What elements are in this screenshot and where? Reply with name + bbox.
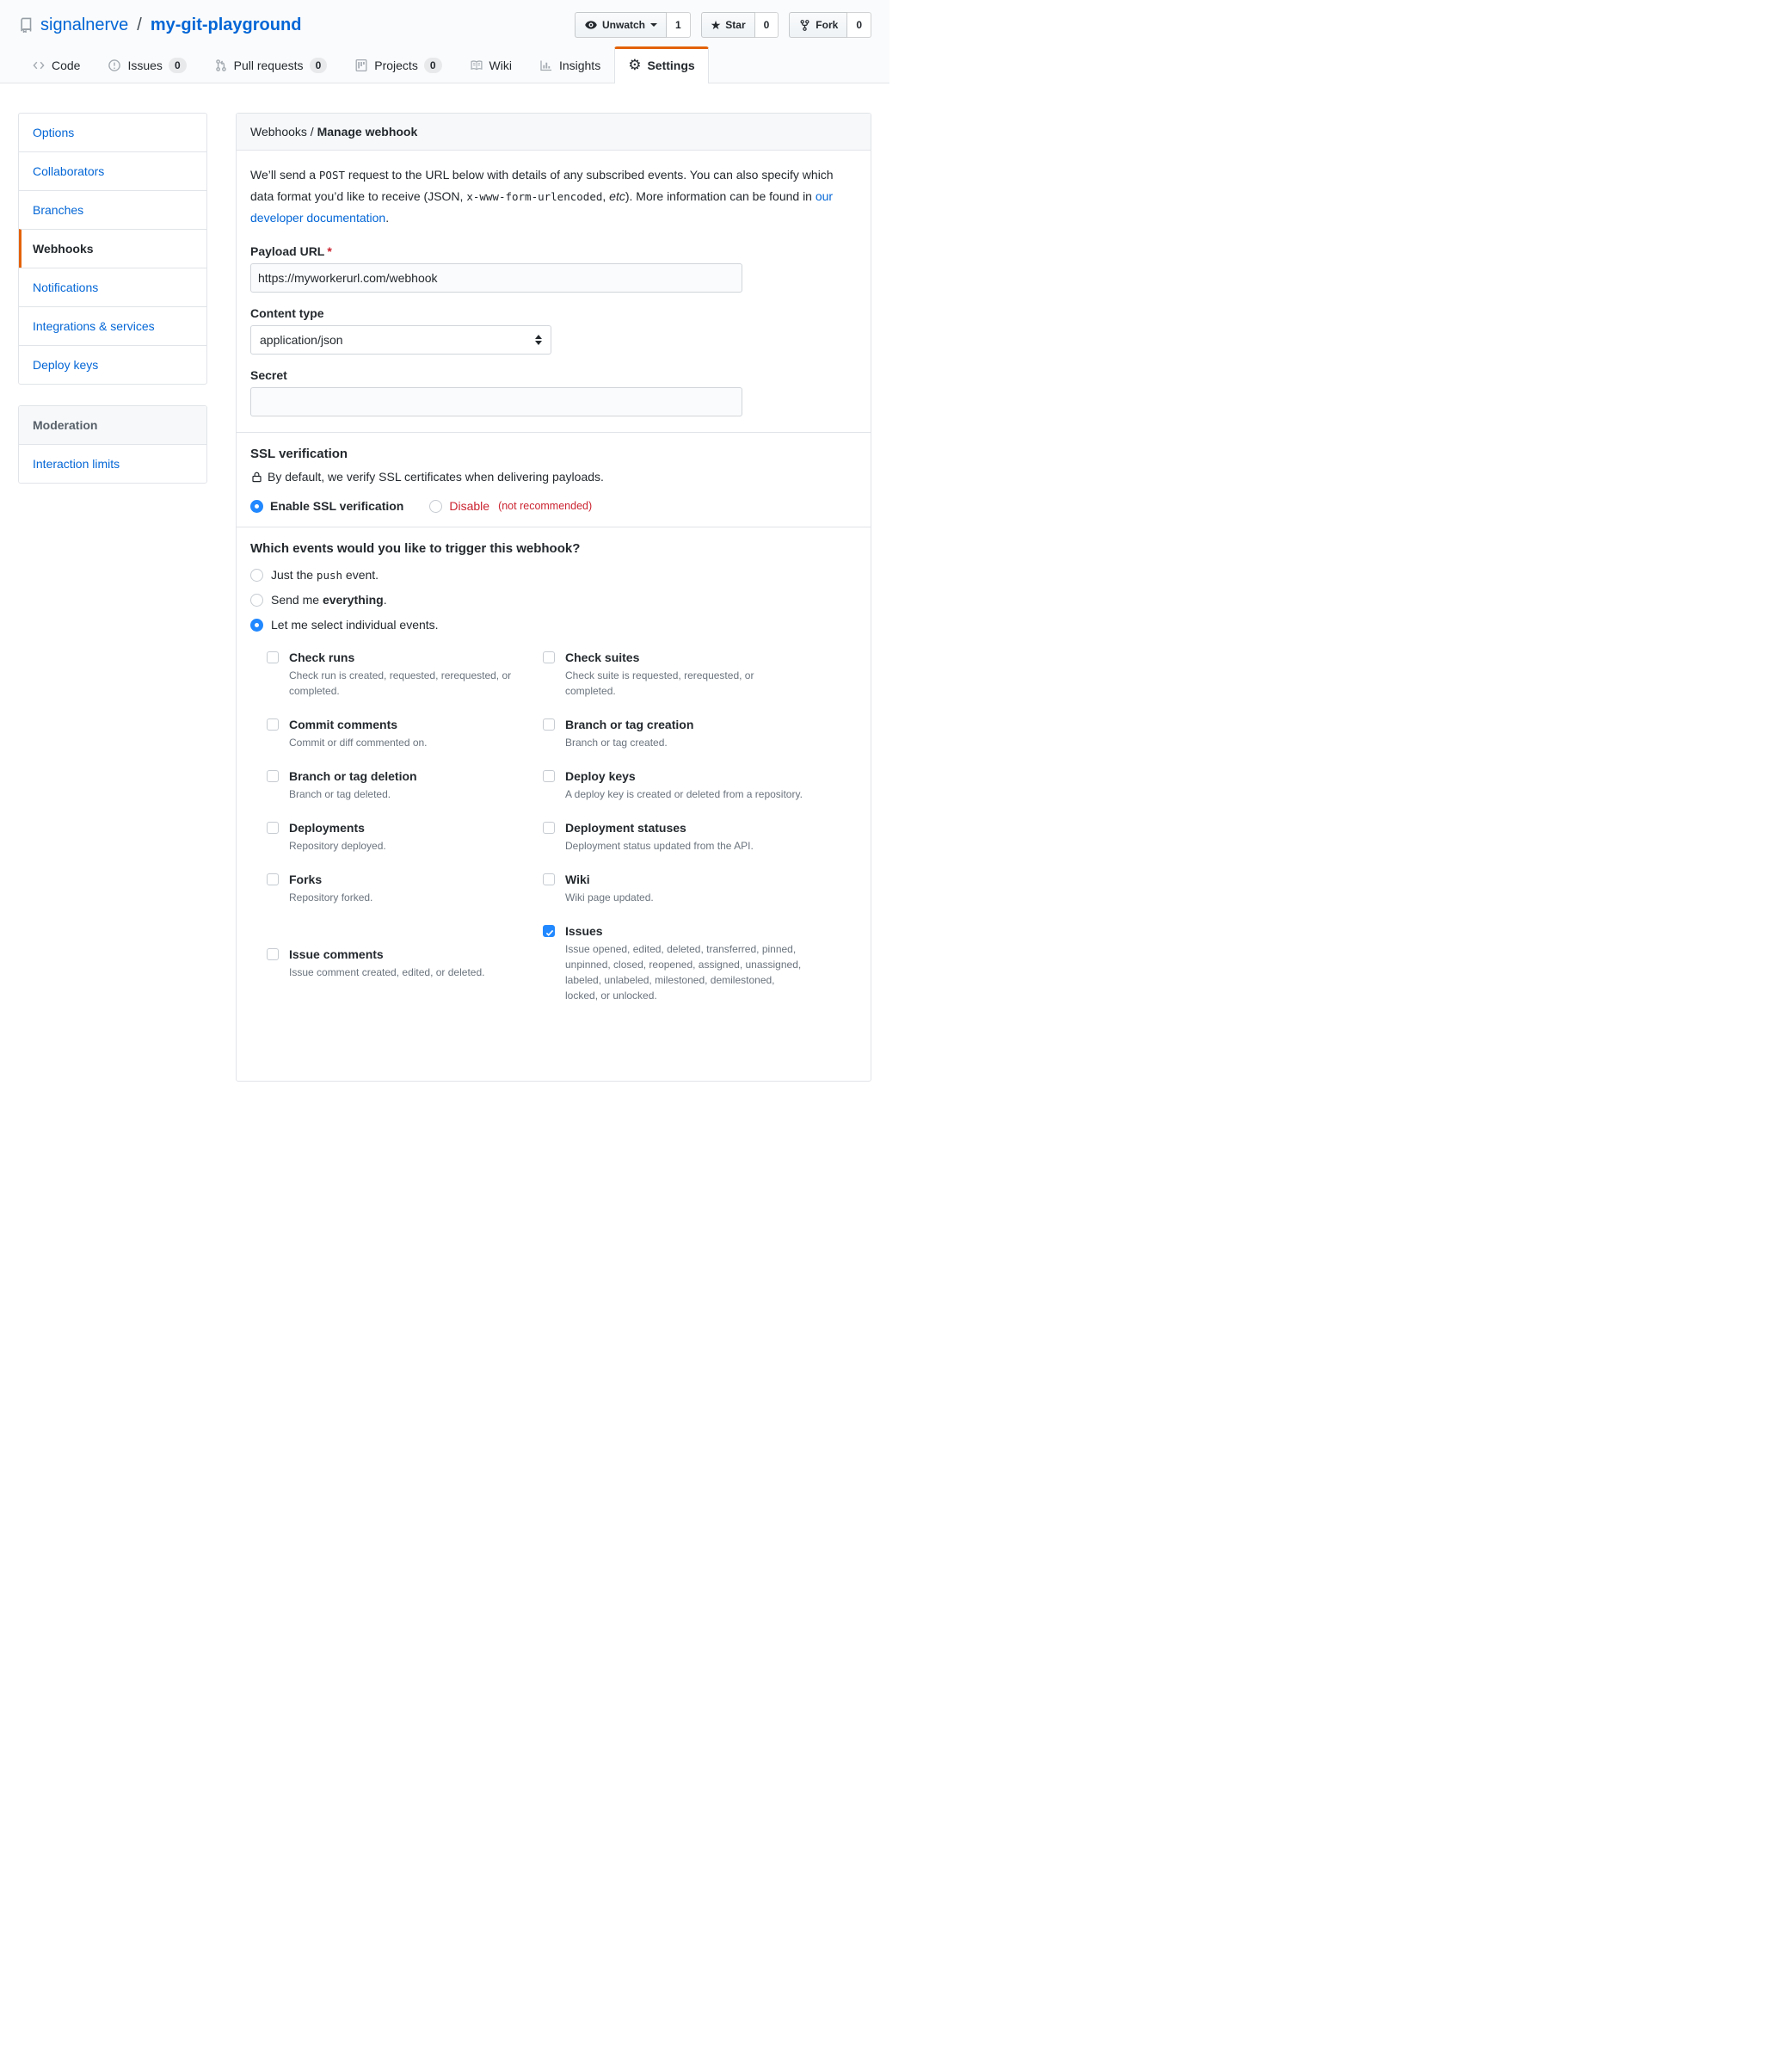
checkbox-icon[interactable] <box>543 873 555 885</box>
event-description: Branch or tag created. <box>565 737 668 749</box>
issues-count-badge: 0 <box>169 58 187 73</box>
just-push-radio[interactable] <box>250 568 857 582</box>
urlencoded-code: x-www-form-urlencoded <box>466 190 603 203</box>
event-description: Deployment status updated from the API. <box>565 840 754 852</box>
settings-menu <box>18 113 207 385</box>
disable-ssl-radio[interactable] <box>429 499 592 513</box>
tab-projects[interactable] <box>341 46 455 83</box>
radio-unselected-icon[interactable] <box>429 500 442 513</box>
label-part: event. <box>342 568 379 582</box>
moderation-heading: Moderation <box>19 406 206 445</box>
content-type-select[interactable] <box>250 325 551 355</box>
radio-selected-icon[interactable] <box>250 500 263 513</box>
moderation-menu <box>18 405 207 484</box>
content-type-field <box>250 306 857 355</box>
event-title: Issues <box>565 924 603 938</box>
events-section <box>237 527 871 1081</box>
projects-count-badge: 0 <box>424 58 442 73</box>
event-title: Deploy keys <box>565 769 636 783</box>
breadcrumb-current: Manage webhook <box>317 125 418 139</box>
star-icon: ★ <box>710 18 722 32</box>
secret-input[interactable] <box>250 387 742 416</box>
checkbox-icon[interactable] <box>543 651 555 663</box>
payload-url-field <box>250 244 857 293</box>
label-part: Send me <box>271 593 323 607</box>
just-push-label <box>271 568 379 582</box>
payload-url-label <box>250 244 857 258</box>
post-code: POST <box>318 169 346 182</box>
manage-webhook-card <box>236 113 871 1082</box>
event-description: Wiki page updated. <box>565 891 654 903</box>
fork-count[interactable]: 0 <box>847 12 871 38</box>
sidebar-item-integrations[interactable]: Integrations & services <box>19 306 206 345</box>
event-title: Issue comments <box>289 947 384 961</box>
checkbox-icon[interactable] <box>543 770 555 782</box>
event-description: Commit or diff commented on. <box>289 737 428 749</box>
checkbox-icon[interactable] <box>267 718 279 731</box>
event-description: Repository forked. <box>289 891 373 903</box>
tab-projects-label: Projects <box>374 59 418 72</box>
breadcrumb-separator: / <box>306 125 317 139</box>
tab-settings[interactable] <box>614 46 708 83</box>
event-description: A deploy key is created or deleted from a repository. <box>565 788 803 800</box>
intro-part: ). More information can be found in <box>625 189 816 203</box>
event-title: Check suites <box>565 651 640 664</box>
event-description: Issue comment created, edited, or deleted. <box>289 966 485 978</box>
watch-group <box>575 12 691 38</box>
event-description: Check run is created, requested, rerequested, or completed. <box>289 669 512 697</box>
event-title: Branch or tag deletion <box>289 769 417 783</box>
select-carets-icon <box>535 335 542 345</box>
tab-wiki-label: Wiki <box>489 59 512 72</box>
webhook-intro-text <box>250 164 857 229</box>
radio-selected-icon[interactable] <box>250 619 263 632</box>
label-part: . <box>383 593 387 607</box>
checkbox-icon[interactable] <box>543 718 555 731</box>
event-checkbox-deploy-keys[interactable] <box>543 768 805 802</box>
event-checkbox-check-runs[interactable] <box>267 649 529 699</box>
star-group <box>701 12 779 38</box>
event-checkbox-forks[interactable] <box>267 871 529 905</box>
sidebar-item-notifications[interactable]: Notifications <box>19 268 206 306</box>
breadcrumb-webhooks-link[interactable]: Webhooks <box>250 125 307 139</box>
event-checkbox-issue-comments[interactable] <box>267 946 529 980</box>
fork-button[interactable] <box>789 12 847 38</box>
webhook-settings-main <box>236 113 871 1082</box>
caret-down-icon <box>650 23 657 30</box>
ssl-note-text: By default, we verify SSL certificates when delivering payloads. <box>268 470 604 484</box>
payload-url-input[interactable] <box>250 263 742 293</box>
tab-pull-requests-label: Pull requests <box>233 59 304 72</box>
tab-issues[interactable] <box>94 46 200 83</box>
tab-issues-label: Issues <box>127 59 163 72</box>
event-description: Issue opened, edited, deleted, transferred, pinned, unpinned, closed, reopened, assigned, unassigned, labeled, unlabeled, milestoned, demilestoned, locked, or unlocked. <box>565 943 802 1002</box>
sidebar-item-webhooks[interactable]: Webhooks <box>19 229 206 268</box>
disable-ssl-label: Disable <box>449 499 490 513</box>
event-checkbox-grid <box>267 649 857 1003</box>
sidebar-item-deploy-keys[interactable]: Deploy keys <box>19 345 206 384</box>
event-checkbox-issues[interactable] <box>543 922 805 1003</box>
radio-unselected-icon[interactable] <box>250 594 263 607</box>
checkbox-icon[interactable] <box>267 873 279 885</box>
tab-settings-label: Settings <box>647 59 695 72</box>
etc-italic: etc <box>609 189 625 203</box>
ssl-verification-section <box>237 432 871 527</box>
settings-sidebar <box>18 113 207 484</box>
event-checkbox-deployment-statuses[interactable] <box>543 819 805 854</box>
project-board-icon <box>354 59 368 72</box>
ssl-heading: SSL verification <box>250 447 348 461</box>
event-title: Check runs <box>289 651 355 664</box>
fork-group <box>789 12 871 38</box>
event-checkbox-commit-comments[interactable] <box>267 716 529 750</box>
events-question-heading: Which events would you like to trigger this webhook? <box>250 541 581 556</box>
repo-owner-link[interactable]: signalnerve <box>40 15 129 34</box>
repo-title <box>18 15 301 35</box>
repo-book-icon <box>18 17 34 33</box>
sidebar-item-branches[interactable]: Branches <box>19 190 206 229</box>
event-title: Wiki <box>565 873 590 886</box>
repo-name-link[interactable]: my-git-playground <box>150 15 302 34</box>
event-description: Check suite is requested, rerequested, or completed. <box>565 669 754 697</box>
intro-part: . <box>385 211 390 225</box>
graph-icon <box>539 59 553 72</box>
event-title: Forks <box>289 873 323 886</box>
sidebar-item-collaborators[interactable]: Collaborators <box>19 151 206 190</box>
secret-label: Secret <box>250 368 287 382</box>
wiki-book-icon <box>470 59 483 72</box>
content-type-value: application/json <box>260 333 343 347</box>
event-checkbox-branch-or-tag-creation[interactable] <box>543 716 805 750</box>
gear-icon: ⚙ <box>628 57 642 73</box>
repo-tabs <box>18 46 871 83</box>
unwatch-label: Unwatch <box>602 19 646 31</box>
radio-unselected-icon[interactable] <box>250 569 263 582</box>
event-description: Repository deployed. <box>289 840 386 852</box>
required-asterisk: * <box>327 244 332 258</box>
event-title: Branch or tag creation <box>565 718 694 731</box>
event-checkbox-wiki[interactable] <box>543 871 805 905</box>
breadcrumb <box>237 114 871 151</box>
sidebar-item-interaction-limits[interactable]: Interaction limits <box>33 457 120 471</box>
tab-pull-requests[interactable] <box>200 46 342 83</box>
developer-documentation-link[interactable]: our developer documentation <box>250 189 834 225</box>
eye-icon <box>584 18 598 32</box>
payload-url-label-text: Payload URL <box>250 244 325 258</box>
git-pull-request-icon <box>214 59 228 72</box>
star-count[interactable]: 0 <box>755 12 779 38</box>
tab-code-label: Code <box>52 59 81 72</box>
tab-code[interactable] <box>18 46 94 83</box>
send-everything-label <box>271 593 387 607</box>
repo-separator: / <box>137 15 142 34</box>
star-label: Star <box>725 19 746 31</box>
intro-part: We’ll send a <box>250 168 319 182</box>
event-title: Commit comments <box>289 718 398 731</box>
push-code: push <box>316 569 343 582</box>
event-checkbox-branch-or-tag-deletion[interactable] <box>267 768 529 802</box>
secret-field <box>250 368 857 416</box>
tab-insights-label: Insights <box>558 59 601 72</box>
intro-part: , <box>602 189 610 203</box>
checkbox-icon[interactable] <box>543 822 555 834</box>
fork-label: Fork <box>816 19 839 31</box>
unwatch-button[interactable] <box>575 12 667 38</box>
event-checkbox-deployments[interactable] <box>267 819 529 854</box>
enable-ssl-radio[interactable] <box>250 499 403 513</box>
repo-actions <box>575 12 871 38</box>
lock-icon <box>250 471 263 484</box>
tab-insights[interactable] <box>526 46 614 83</box>
watch-count[interactable]: 1 <box>667 12 691 38</box>
label-part: Just the <box>271 568 317 582</box>
tab-wiki[interactable] <box>456 46 526 83</box>
everything-bold: everything <box>322 593 384 607</box>
checkbox-icon[interactable] <box>267 948 279 960</box>
sidebar-item-options[interactable]: Options <box>33 126 75 139</box>
fork-icon <box>798 19 811 32</box>
send-everything-radio[interactable] <box>250 593 857 607</box>
star-button[interactable] <box>701 12 755 38</box>
pull-requests-count-badge: 0 <box>310 58 328 73</box>
event-title: Deployment statuses <box>565 821 686 835</box>
disable-ssl-note: (not recommended) <box>498 500 593 512</box>
event-checkbox-check-suites[interactable] <box>543 649 805 699</box>
issue-opened-icon <box>108 59 121 72</box>
repo-header <box>0 0 890 83</box>
event-description: Branch or tag deleted. <box>289 788 391 800</box>
content-type-label: Content type <box>250 306 324 320</box>
checkbox-checked-icon[interactable] <box>543 925 555 937</box>
checkbox-icon[interactable] <box>267 770 279 782</box>
checkbox-icon[interactable] <box>267 651 279 663</box>
checkbox-icon[interactable] <box>267 822 279 834</box>
individual-events-radio[interactable] <box>250 618 857 632</box>
individual-events-label: Let me select individual events. <box>271 618 439 632</box>
code-icon <box>32 59 46 72</box>
enable-ssl-label: Enable SSL verification <box>270 499 404 513</box>
event-title: Deployments <box>289 821 365 835</box>
intro-part: request to the URL below with details of any subscribed events. You can also specify which data format you’d like to receive (JSON, <box>250 168 834 203</box>
